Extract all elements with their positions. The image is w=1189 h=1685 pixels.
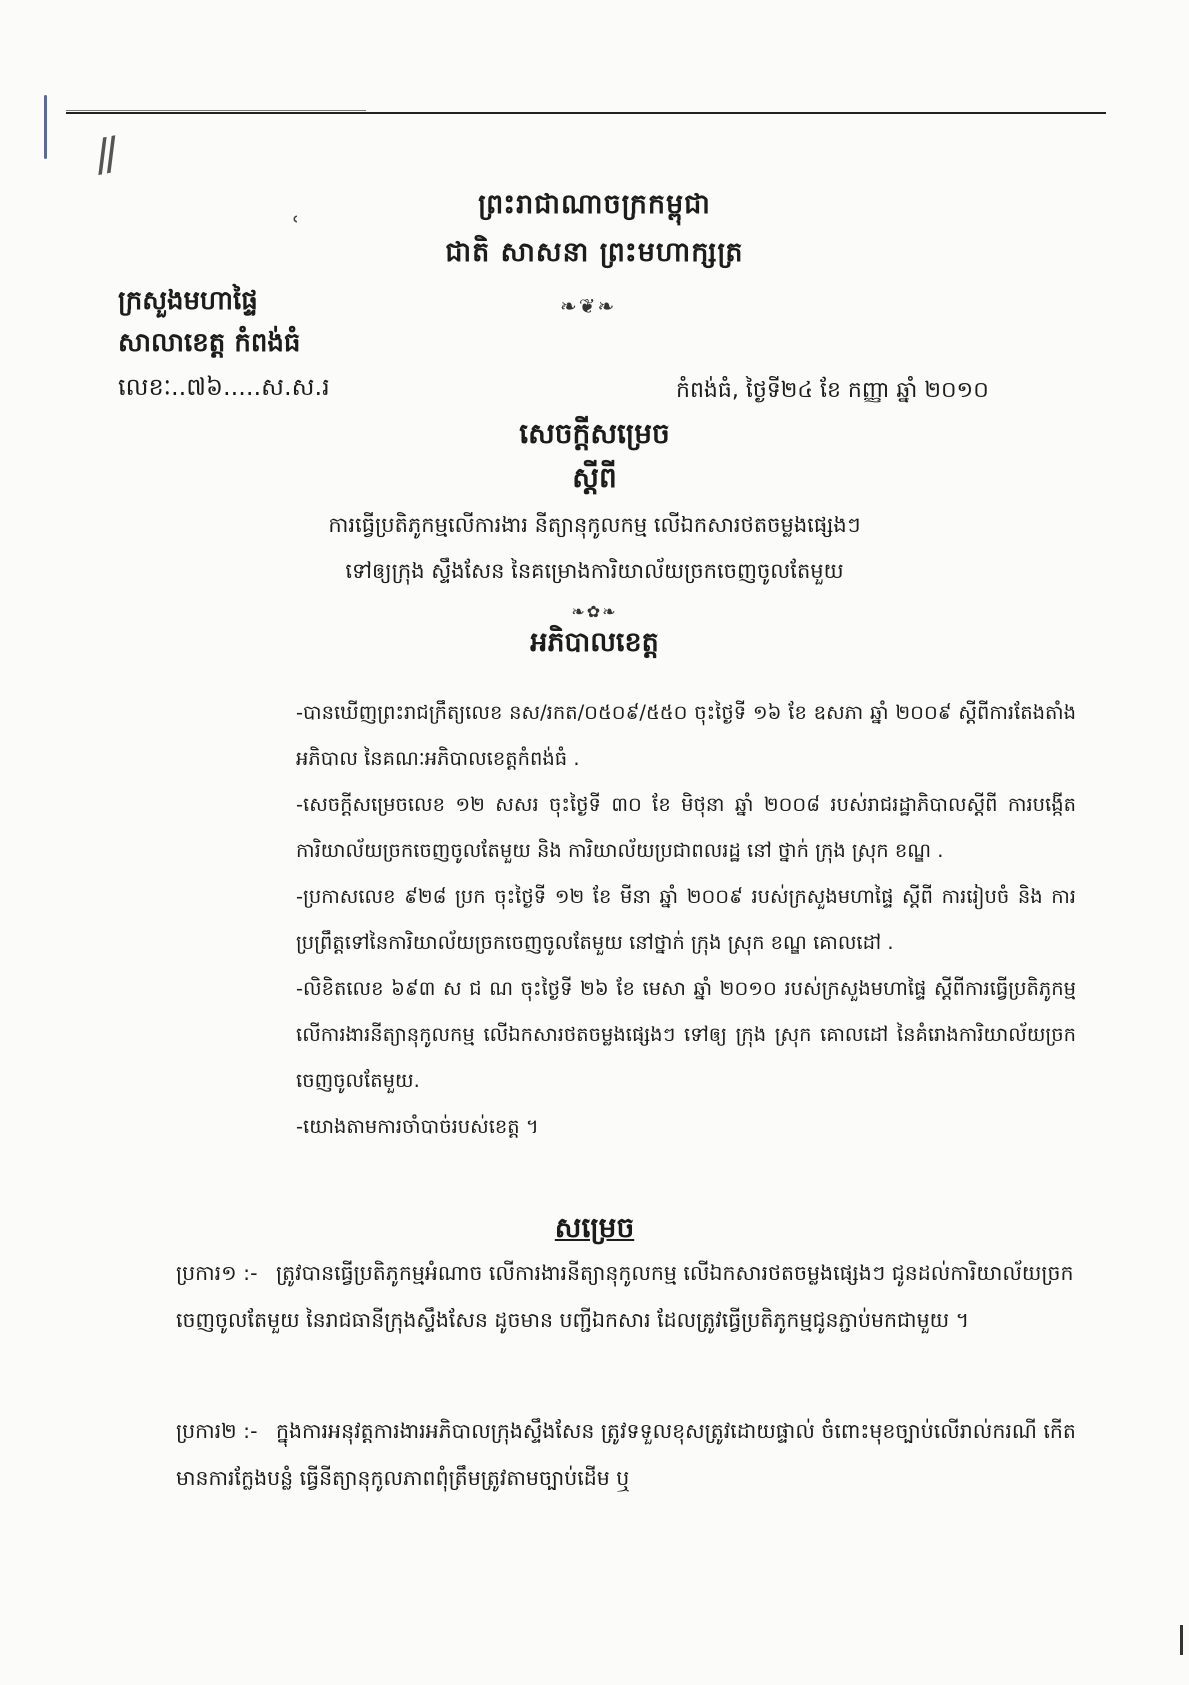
- scan-artifact-top-line: [66, 112, 1106, 114]
- kingdom-heading: ព្រះរាជាណាចក្រកម្ពុជា: [478, 189, 711, 220]
- document-type: សេចក្តីសម្រេច: [519, 417, 670, 450]
- reference-number: លេខៈ..៧៦.....ស.ស.រ: [118, 373, 330, 401]
- reference-item: -សេចក្តីសម្រេចលេខ ១២ សសរ ចុះថ្ងៃទី ៣០ ខែ មិថុនា ឆ្នាំ ២០០៨ របស់រាជរដ្ឋាភិបាលស្តីពី ការបង្កើតការិយាល័យច្រកចេញចូលតែមួយ និង ការិយាល័យប្រជាពលរដ្ឋ នៅ ថ្នាក់ ក្រុង ស្រុក ខណ្ឌ .: [296, 793, 1076, 862]
- national-motto: ជាតិ សាសនា ព្រះមហាក្សត្រ: [445, 237, 744, 268]
- article-2: [176, 1408, 1076, 1502]
- scan-corner-mark: [1180, 1625, 1183, 1655]
- article-1-text: ត្រូវបានធ្វើប្រតិភូកម្មអំណាច លើការងារនីត្យានុកូលកម្ម លើឯកសារថតចម្លងផ្សេងៗ ជូនដល់ការិយាល័យច្រកចេញចូលតែមួយ នៃរាជធានីក្រុងស្ទឹងសែន ដូចមាន បញ្ជីឯកសារ ដែលត្រូវធ្វើប្រតិភូកម្មជូនភ្ជាប់មកជាមួយ ។: [176, 1261, 1074, 1332]
- article-2-text: ក្នុងការអនុវត្តការងារអភិបាលក្រុងស្ទឹងសែន ត្រូវទទួលខុសត្រូវដោយផ្ទាល់ ចំពោះមុខច្បាប់លើរាល់ករណី កើតមានការក្លែងបន្លំ ធ្វើនីត្យានុកូលភាពពុំត្រឹមត្រូវតាមច្បាប់ដើម ឬ: [176, 1419, 1076, 1490]
- scan-artifact-line-faint: [66, 110, 366, 111]
- authority-heading: អភិបាលខេត្ត: [530, 627, 659, 658]
- decision-heading: សម្រេច: [554, 1211, 635, 1244]
- article-1-label: ប្រការ១ :-: [176, 1261, 258, 1285]
- reference-item: -លិខិតលេខ ៦៩៣ ស ជ ណ ចុះថ្ងៃទី ២៦ ខែ មេសា ឆ្នាំ ២០១០ របស់ក្រសួងមហាផ្ទៃ ស្តីពីការធ្វើប្រតិភូកម្មលើការងារនីត្យានុកូលកម្ម លើឯកសារថតចម្លងផ្សេងៗ ទៅឲ្យ ក្រុង ស្រុក គោលដៅ នៃគំរោងការិយាល័យច្រកចេញចូលតែមួយ.: [296, 977, 1076, 1092]
- reference-item: -បានឃើញព្រះរាជក្រឹត្យលេខ នស/រកត/០៥០៩/៥៥០ ចុះថ្ងៃទី ១៦ ខែ ឧសភា ឆ្នាំ ២០០៩ ស្តីពីការតែងតាំងអភិបាល នៃគណៈអភិបាលខេត្តកំពង់ធំ .: [296, 701, 1076, 770]
- date-line: កំពង់ធំ, ថ្ងៃទី២៤ ខែ កញ្ញា ឆ្នាំ ២០១០: [676, 378, 989, 403]
- stray-tick-mark: ʿ: [292, 212, 300, 242]
- scan-edge-mark: [44, 95, 47, 159]
- article-1-body: [176, 1250, 1076, 1344]
- issuing-ministry: ក្រសួងមហាផ្ទៃ: [118, 286, 258, 316]
- article-1: [176, 1250, 1076, 1344]
- article-2-body: [176, 1408, 1076, 1502]
- references-block: [296, 690, 1076, 1150]
- subject-ornament: ❧✿❧: [571, 602, 618, 621]
- ornament-divider: ❧❦❧: [560, 294, 617, 318]
- reference-item: -យោងតាមការចាំបាច់របស់ខេត្ត ។: [296, 1115, 539, 1138]
- subject-line-2: ទៅឲ្យក្រុង ស្ទឹងសែន នៃគម្រោងការិយាល័យច្រកចេញចូលតែមួយ: [345, 559, 844, 583]
- subject-line-1: ការធ្វើប្រតិភូកម្មលើការងារ នីត្យានុកូលកម្ម លើឯកសារថតចម្លងផ្សេងៗ: [328, 513, 861, 537]
- article-2-label: ប្រការ២ :-: [176, 1419, 258, 1443]
- issuing-office: សាលាខេត្ត កំពង់ធំ: [118, 328, 301, 358]
- handwritten-slash-mark: / /: [90, 129, 113, 182]
- about-label: ស្តីពី: [572, 461, 617, 494]
- reference-item: -ប្រកាសលេខ ៩២៨ ប្រក ចុះថ្ងៃទី ១២ ខែ មីនា ឆ្នាំ ២០០៩ របស់ក្រសួងមហាផ្ទៃ ស្តីពី ការរៀបចំ និង ការប្រព្រឹត្តទៅនៃការិយាល័យច្រកចេញចូលតែមួយ នៅថ្នាក់ ក្រុង ស្រុក ខណ្ឌ គោលដៅ .: [296, 885, 1076, 954]
